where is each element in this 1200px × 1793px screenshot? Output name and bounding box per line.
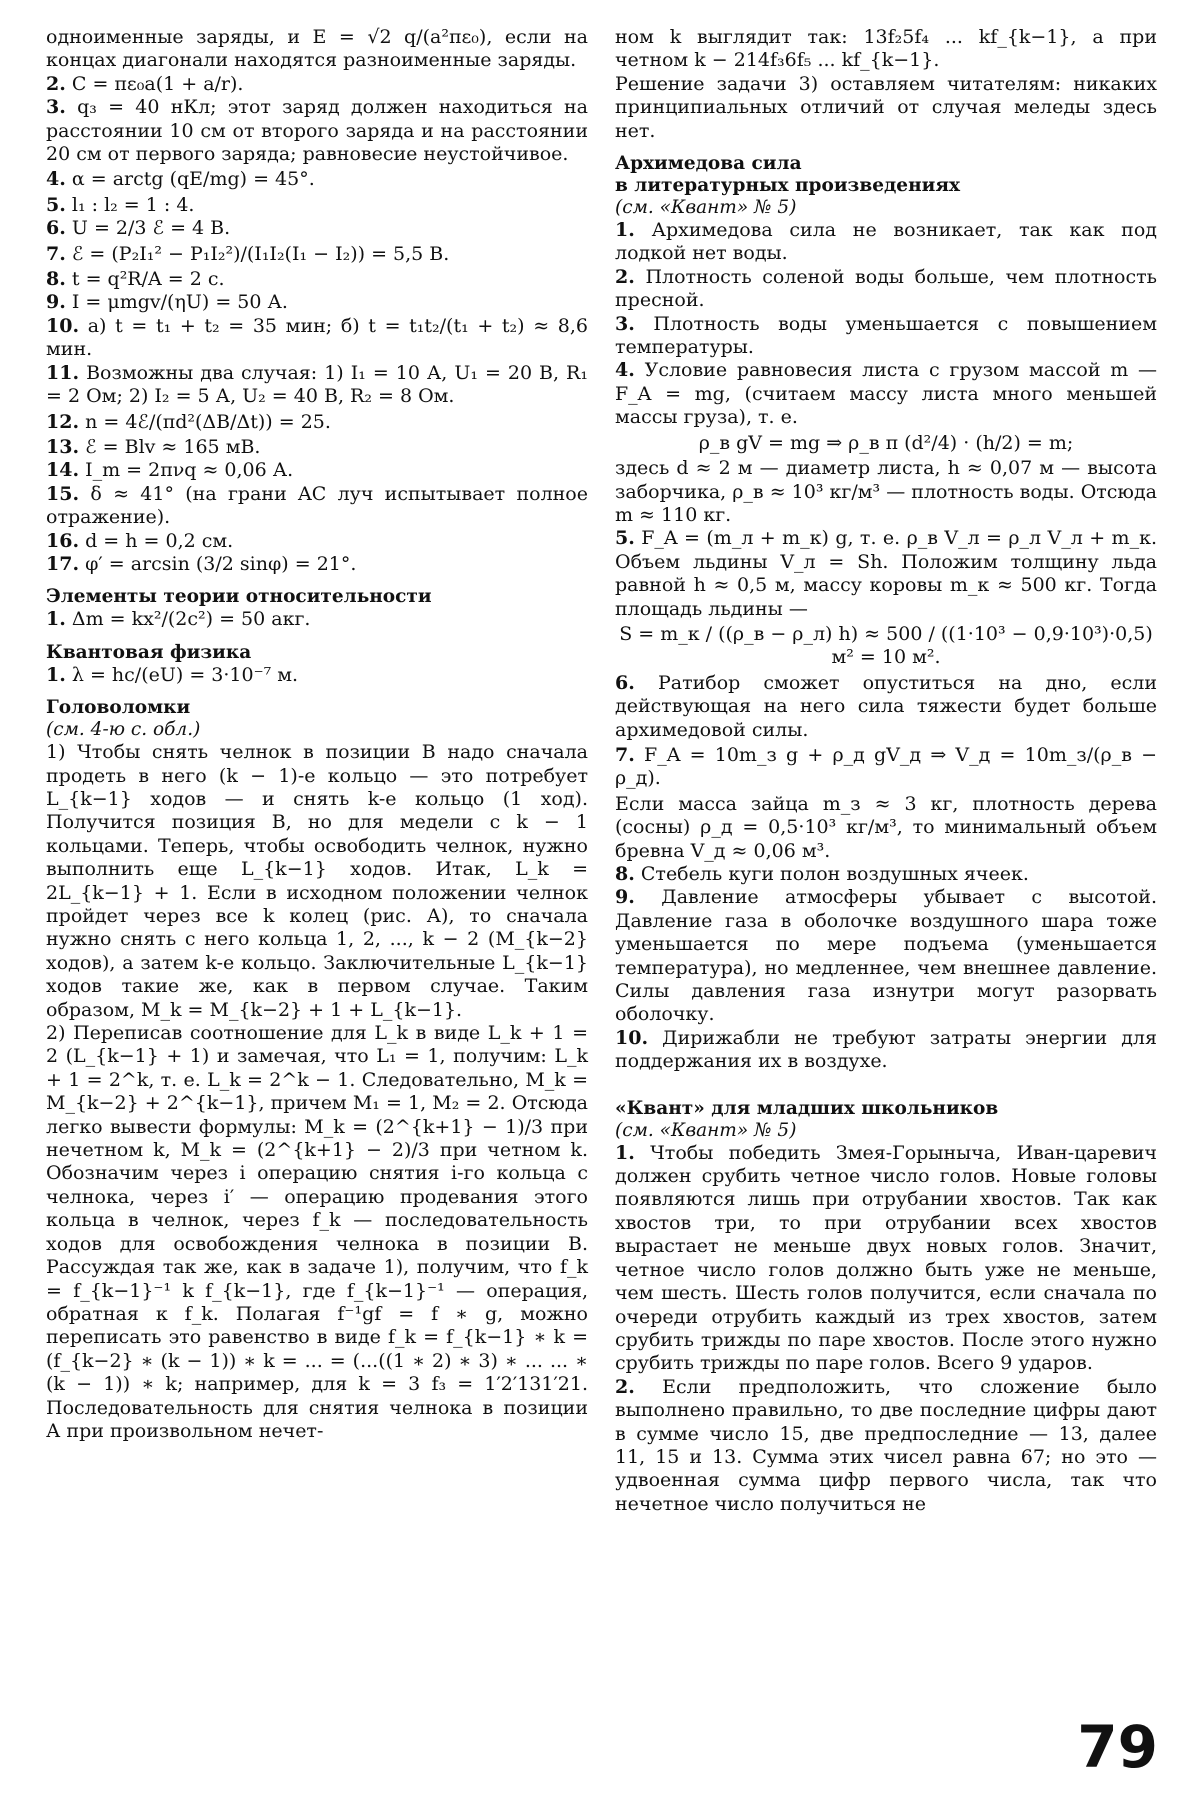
archimedes-section [615,153,1157,1074]
answer-item: 5. l₁ : l₂ = 1 : 4. [46,193,195,216]
relativity-section [46,586,588,631]
answer-item: 1. Архимедова сила не возникает, так как под лодкой нет воды. [615,219,1157,265]
answer-item: 3. q₃ = 40 нКл; этот заряд должен находиться на расстоянии 10 см от второго заряда и на расстоянии 20 см от первого заряда; равновесие неустойчивое. [46,96,588,166]
formula: S = m_к / ((ρ_в − ρ_л) h) ≈ 500 / ((1·10³ − 0,9·10³)·0,5) м² = 10 м². [619,622,1153,669]
answer-item: 2. C = πε₀a(1 + a/r). [46,72,244,95]
puzzle-answer-2: 2) Переписав соотношение для L_k в виде L_k + 1 = 2 (L_{k−1} + 1) и замечая, что L₁ = 1, получим: L_k + 1 = 2^k, т. е. L_k = 2^k − 1. Следовательно, M_k = M_{k−2} + 2^{k−1}, причем M₁ = 1, M₂ = 2. Отсюда легко вывести формулы: M_k = (2^{k+1} − 1)/3 при нечетном k, M_k = (2^{k+1} − 2)/3 при четном k. Обозначим через i операцию снятия i-го кольца с челнока, через i′ — операцию продевания этого кольца в челнок, через f_k — последовательность ходов для освобождения челнока в позиции В. Рассуждая так же, как в задаче 1), получим, что f_k = f_{k−1}⁻¹ k f_{k−1}, где f_{k−1}⁻¹ — операция, обратная к f_k. Полагая f⁻¹gf = f ∗ g, можно переписать это равенство в виде f_k = f_{k−1} ∗ k = (f_{k−2} ∗ (k − 1)) ∗ k = ... = (...((1 ∗ 2) ∗ 3) ∗ ... ... ∗ (k − 1)) ∗ k; например, для k = 3 f₃ = 1′2′131′21. Последовательность для снятия челнока в позиции А при произвольном нечет- [46,1022,588,1442]
answer-item: 2. Плотность соленой воды больше, чем плотность пресной. [615,265,1157,312]
answer-item: 9. I = μmgv/(ηU) = 50 А. [46,291,288,314]
answer-text: здесь d ≈ 2 м — диаметр листа, h ≈ 0,07 м — высота заборчика, ρ_в ≈ 10³ кг/м³ — плотность воды. Отсюда m ≈ 110 кг. [615,457,1157,526]
answer-item: 1. Чтобы победить Змея-Горыныча, Иван-царевич должен срубить четное число голов. Новые головы появляются лишь при отрубании хвостов. Так как хвостов три, то при отрубании всех хвостов вырастает не меньше двух новых голов. Значит, четное число голов должно быть уже не меньше, чем шесть. Шесть голов получится, если сначала по очереди отрубить каждый из трех хвостов, затем срубить трижды по паре хвостов. После этого нужно срубить трижды по паре голов. Всего 9 ударов. [615,1141,1157,1375]
answer-item: 11. Возможны два случая: 1) I₁ = 10 А, U₁ = 20 В, R₁ = 2 Ом; 2) I₂ = 5 А, U₂ = 40 В, R₂ = 8 Ом. [46,361,588,408]
answer-item: 7. F_A = 10m_з g + ρ_д gV_д ⇒ V_д = 10m_з/(ρ_в − ρ_д). [615,743,1158,790]
section-title: Элементы теории относительности [46,586,432,608]
answer-item: 6. Ратибор сможет опуститься на дно, если действующая на него сила тяжести будет больше архимедовой силы. [615,671,1157,741]
intro-text: одноименные заряды, и E = √2 q/(a²πε₀), если на концах диагонали находятся разноименные заряды. [46,26,588,72]
section-title: Головоломки [46,697,191,719]
answer-item: 3. Плотность воды уменьшается с повышением температуры. [615,312,1157,359]
answer-item: 2. Если предположить, что сложение было выполнено правильно, то две последние цифры дают в сумме число 15, две предпоследние — 13, далее 11, 15 и 13. Сумма этих чисел равна 67; но это — удвоенная сумма цифр первого числа, так что нечетное число получиться не [615,1375,1157,1515]
page-number: 79 [1077,1713,1158,1781]
section-reference: (см. «Квант» № 5) [615,1119,797,1141]
answer-item: 7. ℰ = (P₂I₁² − P₁I₂²)/(I₁I₂(I₁ − I₂)) = 5,5 В. [46,242,450,265]
answer-item: 12. n = 4ℰ/(πd²(ΔB/Δt)) = 25. [46,410,331,433]
section-title: Квантовая физика [46,641,252,663]
left-column [46,26,588,1443]
answer-text: Если масса зайца m_з ≈ 3 кг, плотность дерева (сосны) ρ_д = 0,5·10³ кг/м³, то минимальный объем бревна V_д ≈ 0,06 м³. [615,792,1157,862]
quantum-section [46,642,588,687]
answer-item: 8. Стебель куги полон воздушных ячеек. [615,863,1029,885]
answer-item: 9. Давление атмосферы убывает с высотой. Давление газа в оболочке воздушного шара тоже уменьшается по мере подъема (уменьшается температура), но медленнее, чем внешнее давление. Силы давления газа изнутри могут разорвать оболочку. [615,886,1158,1026]
puzzles-section [46,697,588,1443]
answer-item: 4. α = arctg (qE/mg) = 45°. [46,168,315,191]
answer-item: 5. F_A = (m_л + m_к) g, т. е. ρ_в V_л = ρ_л V_л + m_к. Объем льдины V_л = Sh. Положим толщину льда равной h ≈ 0,5 м, массу коровы m_к ≈ 500 кг. Тогда площадь льдины — [615,527,1157,620]
formula: ρ_в gV = mg ⇒ ρ_в π (d²/4) · (h/2) = m; [698,431,1074,454]
answer-item: 16. d = h = 0,2 см. [46,529,234,552]
right-column [615,26,1157,1516]
section-reference: (см. «Квант» № 5) [615,197,797,219]
answer-item: 1. λ = hc/(eU) = 3·10⁻⁷ м. [46,663,299,686]
answer-item: 15. δ ≈ 41° (на грани AC луч испытывает полное отражение). [46,482,588,529]
continuation-text: ном k выглядит так: 13f₂5f₄ ... kf_{k−1}, а при четном k − 214f₃6f₅ ... kf_{k−1}. [615,26,1157,72]
puzzle-answer-1: 1) Чтобы снять челнок в позиции В надо сначала продеть в него (k − 1)-е кольцо — это потребует L_{k−1} ходов — и снять k-е кольцо (1 ход). Получится позиция В, но для медели с k − 1 кольцами. Теперь, чтобы освободить челнок, нужно выполнить еще L_{k−1} ходов. Итак, L_k = 2L_{k−1} + 1. Если в исходном положении челнок пройдет через все k колец (рис. А), то сначала нужно снять с него кольца 1, 2, ..., k − 2 (M_{k−2} ходов), а затем k-е кольцо. Заключительные L_{k−1} ходов такие же, как в первом случае. Таким образом, M_k = M_{k−2} + 1 + L_{k−1}. [46,741,588,1021]
section-title: «Квант» для младших школьников [615,1097,999,1119]
answer-item: 13. ℰ = Blv ≈ 165 мВ. [46,435,261,458]
continuation-text: Решение задачи 3) оставляем читателям: никаких принципиальных отличий от случая меледы здесь нет. [615,72,1157,142]
answer-item: 17. φ′ = arcsin (3/2 sinφ) = 21°. [46,552,357,575]
answer-item: 10. а) t = t₁ + t₂ = 35 мин; б) t = t₁t₂/(t₁ + t₂) ≈ 8,6 мин. [46,314,589,361]
answer-item: 10. Дирижабли не требуют затраты энергии для поддержания их в воздухе. [615,1026,1157,1073]
answer-item: 8. t = q²R/A = 2 с. [46,268,225,291]
answer-item: 1. Δm = kx²/(2c²) = 50 акг. [46,608,311,631]
answer-item: 6. U = 2/3 ℰ = 4 В. [46,217,231,240]
answer-item: 4. Условие равновесия листа с грузом массой m — F_A = mg, (считаем массу листа много меньшей массы груза), т. е. [615,359,1157,429]
kids-section [615,1098,1157,1517]
answer-item: 14. I_m = 2πνq ≈ 0,06 А. [46,459,294,482]
section-subtitle: в литературных произведениях [615,175,961,197]
section-title: Архимедова сила [615,153,802,175]
section-reference: (см. 4-ю с. обл.) [46,719,201,741]
